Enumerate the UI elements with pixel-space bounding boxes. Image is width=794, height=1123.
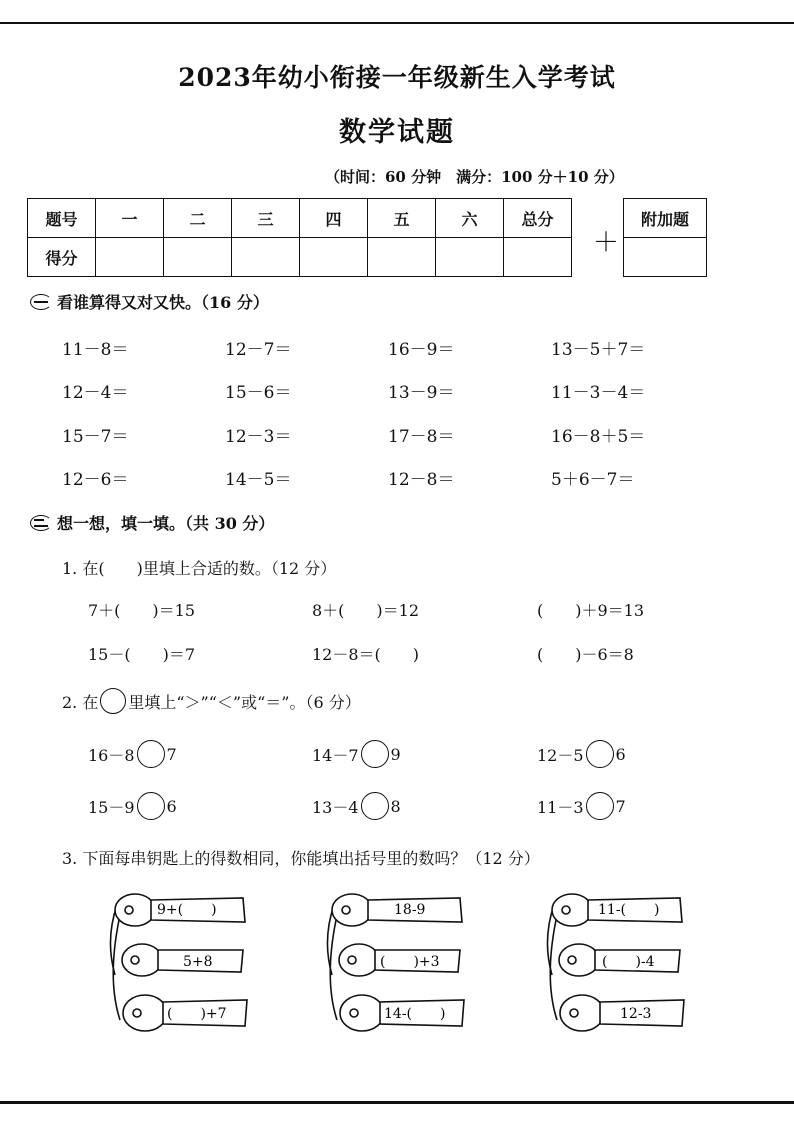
- section-one-icon: [30, 294, 52, 310]
- calc-problem: 12－6＝: [62, 470, 129, 490]
- bonus-table: [623, 198, 707, 277]
- compare-item: [537, 792, 626, 820]
- calc-problem: 16－8＋5＝: [551, 427, 646, 447]
- key-label: 12-3: [620, 1006, 652, 1022]
- compare-right: 6: [166, 796, 177, 816]
- fill-blank-item: 7＋( )＝15: [88, 601, 196, 620]
- key-ring-illustration: [542, 880, 692, 1055]
- score-cell-1: 一: [96, 199, 164, 238]
- score-table: [27, 198, 572, 277]
- question-3-label: 3. 下面每串钥匙上的得数相同，你能填出括号里的数吗？（12 分）: [62, 849, 540, 868]
- compare-right: 9: [390, 744, 401, 764]
- calc-problem: 16－9＝: [388, 340, 455, 360]
- calc-problem: 11－3－4＝: [551, 383, 646, 403]
- compare-item: [537, 740, 626, 768]
- score-cell-4: 四: [300, 199, 368, 238]
- score-blank[interactable]: [504, 238, 572, 277]
- exam-title: 2023年幼小衔接一年级新生入学考试: [178, 63, 616, 92]
- fill-blank-item: 12－8＝( ): [312, 645, 420, 664]
- key-ring-illustration: [322, 880, 472, 1055]
- calc-problem: 13－5＋7＝: [551, 340, 646, 360]
- question-1-label: 1. 在( )里填上合适的数。（12 分）: [62, 559, 337, 578]
- bottom-rule: [0, 1101, 794, 1104]
- calc-problem: 12－4＝: [62, 383, 129, 403]
- fill-blank-item: ( )＋9＝13: [537, 601, 645, 620]
- compare-left: 15－9: [88, 797, 135, 817]
- key-label: 5+8: [183, 954, 213, 970]
- compare-circle[interactable]: [137, 740, 165, 768]
- score-cell-3: 三: [232, 199, 300, 238]
- calc-problem: 15－6＝: [225, 383, 292, 403]
- compare-left: 12－5: [537, 745, 584, 765]
- calc-problem: 14－5＝: [225, 470, 292, 490]
- section-1-heading-text: 看谁算得又对又快。（16 分）: [57, 293, 269, 312]
- key-label: 18-9: [394, 902, 426, 918]
- compare-right: 7: [615, 796, 626, 816]
- key-ring-3: [542, 880, 692, 1055]
- compare-circle[interactable]: [361, 792, 389, 820]
- score-blank[interactable]: [96, 238, 164, 277]
- top-rule: [0, 22, 794, 24]
- compare-item: [312, 792, 401, 820]
- circle-symbol-icon: [100, 688, 126, 714]
- question-2-label-a: 2. 在: [62, 692, 99, 712]
- calc-problem: 13－9＝: [388, 383, 455, 403]
- section-two-icon: [30, 515, 52, 531]
- compare-right: 8: [390, 796, 401, 816]
- score-row-label: 得分: [28, 238, 96, 277]
- key-label: 11-( ): [598, 902, 660, 918]
- score-cell-total: 总分: [504, 199, 572, 238]
- compare-item: [88, 792, 177, 820]
- key-label: ( )-4: [602, 954, 655, 970]
- section-2-heading: [30, 511, 274, 534]
- section-2-heading-text: 想一想，填一填。（共 30 分）: [57, 514, 275, 533]
- bonus-blank[interactable]: [624, 238, 707, 277]
- fill-blank-item: 8＋( )＝12: [312, 601, 420, 620]
- key-ring-2: [322, 880, 472, 1055]
- compare-circle[interactable]: [586, 792, 614, 820]
- question-2-label-b: 里填上“＞”“＜”或“＝”。（6 分）: [128, 692, 361, 712]
- calc-problem: 11－8＝: [62, 340, 129, 360]
- question-2-label: [62, 688, 361, 714]
- calc-problem: 15－7＝: [62, 427, 129, 447]
- exam-meta: （时间：60 分钟 满分：100 分＋10 分）: [325, 168, 624, 186]
- key-ring-illustration: [105, 880, 255, 1055]
- calc-problem: 12－7＝: [225, 340, 292, 360]
- score-blank[interactable]: [300, 238, 368, 277]
- compare-circle[interactable]: [361, 740, 389, 768]
- key-label: ( )+3: [380, 954, 440, 970]
- calc-problem: 17－8＝: [388, 427, 455, 447]
- score-blank[interactable]: [232, 238, 300, 277]
- exam-subtitle: 数学试题: [339, 117, 455, 148]
- score-blank[interactable]: [436, 238, 504, 277]
- bonus-label: 附加题: [624, 199, 707, 238]
- compare-right: 7: [166, 744, 177, 764]
- compare-item: [312, 740, 401, 768]
- score-blank[interactable]: [368, 238, 436, 277]
- key-label: 9+( ): [157, 902, 217, 918]
- compare-right: 6: [615, 744, 626, 764]
- compare-left: 14－7: [312, 745, 359, 765]
- compare-circle[interactable]: [586, 740, 614, 768]
- score-cell-label: 题号: [28, 199, 96, 238]
- key-label: ( )+7: [167, 1006, 227, 1022]
- score-table-score-row: [28, 238, 572, 277]
- score-table-header-row: [28, 199, 572, 238]
- compare-item: [88, 740, 177, 768]
- compare-left: 16－8: [88, 745, 135, 765]
- section-1-heading: [30, 290, 269, 313]
- score-blank[interactable]: [164, 238, 232, 277]
- calc-problem: 12－8＝: [388, 470, 455, 490]
- score-cell-5: 五: [368, 199, 436, 238]
- compare-left: 13－4: [312, 797, 359, 817]
- fill-blank-item: 15－( )＝7: [88, 645, 196, 664]
- fill-blank-item: ( )－6＝8: [537, 645, 634, 664]
- plus-sign: ＋: [593, 228, 620, 258]
- compare-circle[interactable]: [137, 792, 165, 820]
- calc-problem: 5＋6－7＝: [551, 470, 635, 490]
- compare-left: 11－3: [537, 797, 584, 817]
- score-cell-6: 六: [436, 199, 504, 238]
- calc-problem: 12－3＝: [225, 427, 292, 447]
- key-label: 14-( ): [384, 1006, 446, 1022]
- key-ring-1: [105, 880, 255, 1055]
- score-cell-2: 二: [164, 199, 232, 238]
